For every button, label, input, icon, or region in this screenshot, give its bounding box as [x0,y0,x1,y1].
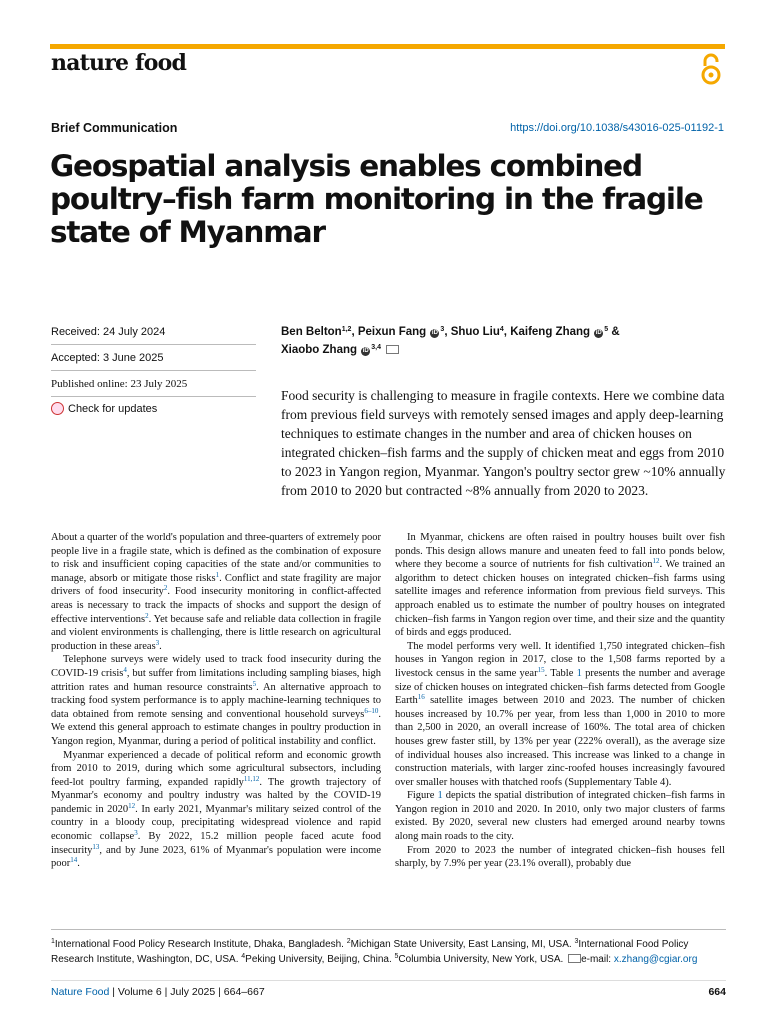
citation-link[interactable]: 6–10 [364,706,379,715]
issue-info: | Volume 6 | July 2025 | 664–667 [109,986,265,998]
citation-link[interactable]: 12 [128,801,136,810]
author-affiliation: 3 [440,326,445,333]
citation-link[interactable]: 14 [70,856,78,865]
email-icon [568,954,581,963]
citation-link[interactable]: 11,12 [243,774,260,783]
affiliations-footnote: $^1$International Food Policy Research Institute, Dhaka, Bangladesh. $^2$Michigan State University, East Lansing, MI, USA. $^3$International Food Policy Research Institute, Washington, DC, USA. $^4$Peking University, Beijing, China. $^5$Columbia University, New York, USA. e-mail: x.zhang@cgiar.org [51,938,698,965]
journal-name-link[interactable]: Nature Food [51,986,110,998]
accepted-date: Accepted: 3 June 2025 [51,352,256,371]
author-name[interactable]: Shuo Liu [450,326,500,338]
citation-link[interactable]: 2 [145,611,149,620]
body-paragraph: From 2020 to 2023 the number of integrated chicken–fish houses fell sharply, by 7.9% per year (23.1% overall), probably due [395,844,725,870]
table-link[interactable]: 1 [576,667,582,679]
author-name[interactable]: Ben Belton [281,326,342,338]
header-accent-bar [50,44,725,49]
author-name[interactable]: Peixun Fang [357,326,427,338]
page-title: Geospatial analysis enables combined poultry–fish farm monitoring in the fragile state of Myanmar [50,149,703,249]
body-paragraph: Myanmar experienced a decade of political reform and economic growth from 2010 to 2019, during which some agricultural subsectors, including feed-lot poultry farming, expanded rapidly$^{11,12}$. The growth trajectory of Myanmar's economy and poultry industry was halted by the COVID-19 pandemic in 2020$^{12}$. In early 2021, Myanmar's military seized control of the country in a bloody coup, precipitating widespread violence and rapid economic collapse$^3$. By 2022, 15.2 million people faced acute food insecurity$^{13}$, and by June 2023, 61% of Myanmar's population were income poor$^{14}$. [51,749,382,870]
orcid-icon[interactable]: iD [431,330,438,336]
author-name[interactable]: Xiaobo Zhang [281,344,358,356]
page-number: 664 [708,986,726,998]
check-updates-icon [51,402,64,415]
body-column-left [51,531,381,871]
abstract: Food security is challenging to measure in fragile contexts. Here we combine data from previous field surveys with remotely sensed images and apply deep-learning techniques to estimate changes in the number and area of chicken houses on integrated chicken–fish farms and the supply of chicken meat and eggs from 2010 to 2023 in Yangon region, Myanmar. Yangon's poultry sector grew ~10% annually from 2010 to 2020 but contracted ~8% annually from 2020 to 2023. [281,388,726,498]
body-paragraph: The model performs very well. It identified 1,750 integrated chicken–fish houses in Yangon region in 2017, close to the 1,508 farms reported by a livestock census in the same year$^{15}$. Table 1 presents the number and average size of chicken houses on integrated chicken–fish farms detected from Google Earth$^{16}$ satellite images between 2010 and 2023. The number of chicken houses increased by 10.7% per year, from less than 1,000 in 2010 to more than 2,500 in 2020, an overall increase of 160%. The total area of chicken houses grew faster still, by 13% per year (222% overall), as the average size of individual houses also increased. This increase was linked to a change in construction materials, with larger zinc-roofed houses increasingly favoured over smaller houses with thatched roofs (Supplementary Table 4). [395,640,726,788]
citation-link[interactable]: 16 [417,693,425,702]
body-paragraph: Telephone surveys were widely used to track food insecurity during the COVID-19 crisis$^4$, but suffer from limitations including sampling biases, high attrition rates and human resource constraints$^5$. An alternative approach to tracking food system performance is to apply machine-learning techniques to data obtained from remote sensing and conventional household surveys$^{6-10}$. We extend this general approach to estimate changes in poultry production in Yangon region, Myanmar, during a period of political instability and conflict. [51,654,381,747]
citation-link[interactable]: 4 [123,665,127,674]
received-date: Received: 24 July 2024 [51,326,256,345]
body-paragraph: Figure 1 depicts the spatial distribution of integrated chicken–fish farms in Yangon region in 2010 and 2020. In 2010, only two major clusters of farms existed. By 2020, several new clusters had emerged around nearby towns along main roads to the city. [395,790,725,843]
author-affiliation: 1,2 [341,326,352,333]
citation-link[interactable]: 2 [163,584,168,593]
citation-link[interactable]: 3 [134,829,138,838]
citation-link[interactable]: 5 [252,679,257,688]
open-access-icon [700,52,722,86]
orcid-icon[interactable]: iD [362,348,369,354]
author-name[interactable]: Kaifeng Zhang [510,326,591,338]
author-affiliation: 3,4 [371,344,381,351]
author-list: Ben Belton$^{1,2}$, Peixun Fang iD $^3$, Shuo Liu$^4$, Kaifeng Zhang iD $^5$ & Xiaobo Zhang iD $^{3,4}$ [281,326,620,356]
citation-link[interactable]: 12 [652,557,660,566]
journal-citation [51,986,265,998]
citation-link[interactable]: 15 [537,665,545,674]
figure-link[interactable]: 1 [437,790,443,802]
body-paragraph: About a quarter of the world's population and three-quarters of extremely poor people live in a fragile state, which is defined as the combination of exposure to risk and insufficient coping capacities of the state and/or communities to manage, absorb or mitigate those risks$^1$. Conflict and state fragility are major drivers of food insecurity$^2$. Food insecurity monitoring in conflict-affected areas is necessary to track the impacts of shocks and support the design of effective interventions$^2$. Yet because safe and reliable data collection in fragile and violent environments is challenging, there is little research on agricultural production in these areas$^3$. [51,532,381,652]
citation-link[interactable]: 13 [92,842,100,851]
citation-link[interactable]: 1 [215,570,220,579]
email-link[interactable]: x.zhang@cgiar.org [613,954,698,965]
author-affiliation: 4 [499,326,504,333]
check-updates-button[interactable] [51,402,256,421]
body-paragraph: In Myanmar, chickens are often raised in poultry houses built over fish ponds. This design allows manure and uneaten feed to fall into ponds below, where they become a source of nutrients for fish cultivation$^{12}$. We trained an algorithm to detect chicken houses on integrated chicken–fish farms using satellite images and reference information from previous field surveys. This approach enabled us to estimate the number of poultry houses on integrated chicken–fish farms in Yangon region over time, and their size and the quantity of birds and eggs produced. [395,532,725,639]
body-column-right [395,531,725,871]
article-type: Brief Communication [51,121,178,135]
published-date: Published online: 23 July 2025 [51,378,256,397]
journal-logo[interactable]: nature food [51,50,187,76]
orcid-icon[interactable]: iD [595,330,602,336]
doi-link[interactable]: https://doi.org/10.1038/s43016-025-01192-1 [510,122,724,134]
check-updates-label: Check for updates [68,402,158,415]
author-affiliation: 5 [604,326,609,333]
email-icon[interactable] [386,345,399,354]
citation-link[interactable]: 3 [155,638,160,647]
footer-divider [51,980,726,981]
footnote-divider [51,929,726,930]
